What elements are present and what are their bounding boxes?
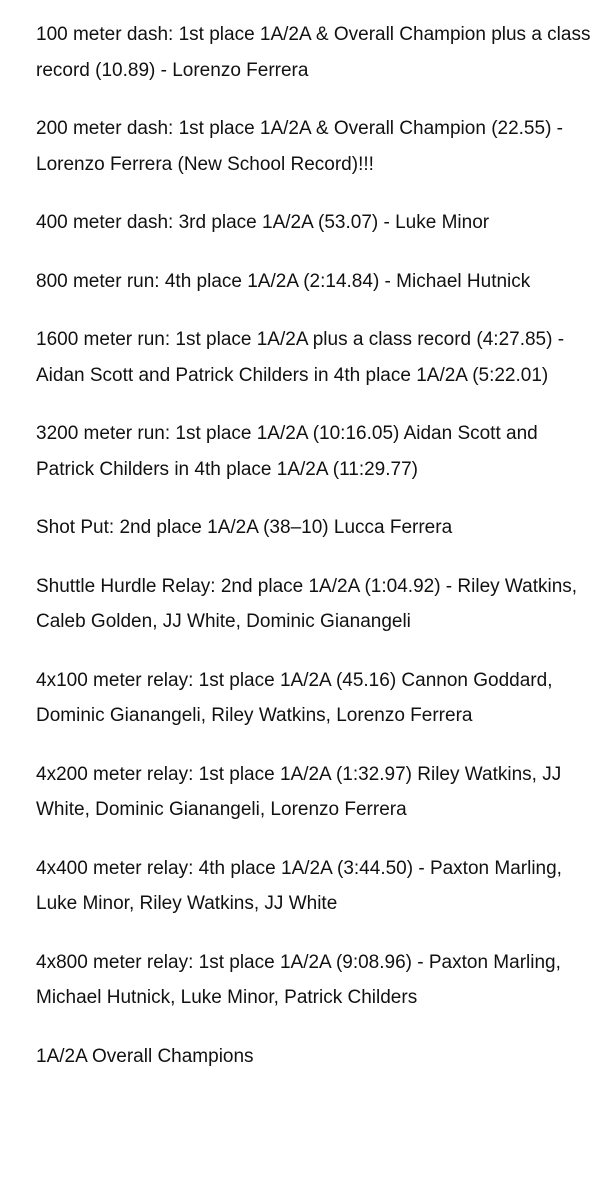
- result-4x200-relay: 4x200 meter relay: 1st place 1A/2A (1:32.97) Riley Watkins, JJ White, Dominic Gianangeli, Lorenzo Ferrera: [36, 763, 562, 820]
- result-4x400-relay: 4x400 meter relay: 4th place 1A/2A (3:44.50) - Paxton Marling, Luke Minor, Riley Watkins, JJ White: [36, 857, 562, 914]
- result-shot-put: Shot Put: 2nd place 1A/2A (38–10) Lucca Ferrera: [36, 517, 453, 538]
- result-1600m-run: 1600 meter run: 1st place 1A/2A plus a class record (4:27.85) - Aidan Scott and Patrick Childers in 4th place 1A/2A (5:22.01): [36, 329, 565, 386]
- result-100m-dash: 100 meter dash: 1st place 1A/2A & Overall Champion plus a class record (10.89) - Lorenzo Ferrera: [36, 24, 591, 81]
- result-800m-run: 800 meter run: 4th place 1A/2A (2:14.84) - Michael Hutnick: [36, 270, 531, 292]
- result-4x100-relay: 4x100 meter relay: 1st place 1A/2A (45.16) Cannon Goddard, Dominic Gianangeli, Riley Watkins, Lorenzo Ferrera: [36, 669, 553, 726]
- result-3200m-run: 3200 meter run: 1st place 1A/2A (10:16.05) Aidan Scott and Patrick Childers in 4th place 1A/2A (11:29.77): [36, 423, 538, 480]
- results-document: [36, 17, 596, 1074]
- result-200m-dash: 200 meter dash: 1st place 1A/2A & Overall Champion (22.55) - Lorenzo Ferrera (New School Record)!!!: [36, 118, 563, 175]
- overall-champions-line: 1A/2A Overall Champions: [36, 1045, 254, 1067]
- result-4x800-relay: 4x800 meter relay: 1st place 1A/2A (9:08.96) - Paxton Marling, Michael Hutnick, Luke Minor, Patrick Childers: [36, 951, 561, 1008]
- result-400m-dash: 400 meter dash: 3rd place 1A/2A (53.07) - Luke Minor: [36, 212, 490, 233]
- result-shuttle-hurdle-relay: Shuttle Hurdle Relay: 2nd place 1A/2A (1:04.92) - Riley Watkins, Caleb Golden, JJ White, Dominic Gianangeli: [36, 575, 578, 632]
